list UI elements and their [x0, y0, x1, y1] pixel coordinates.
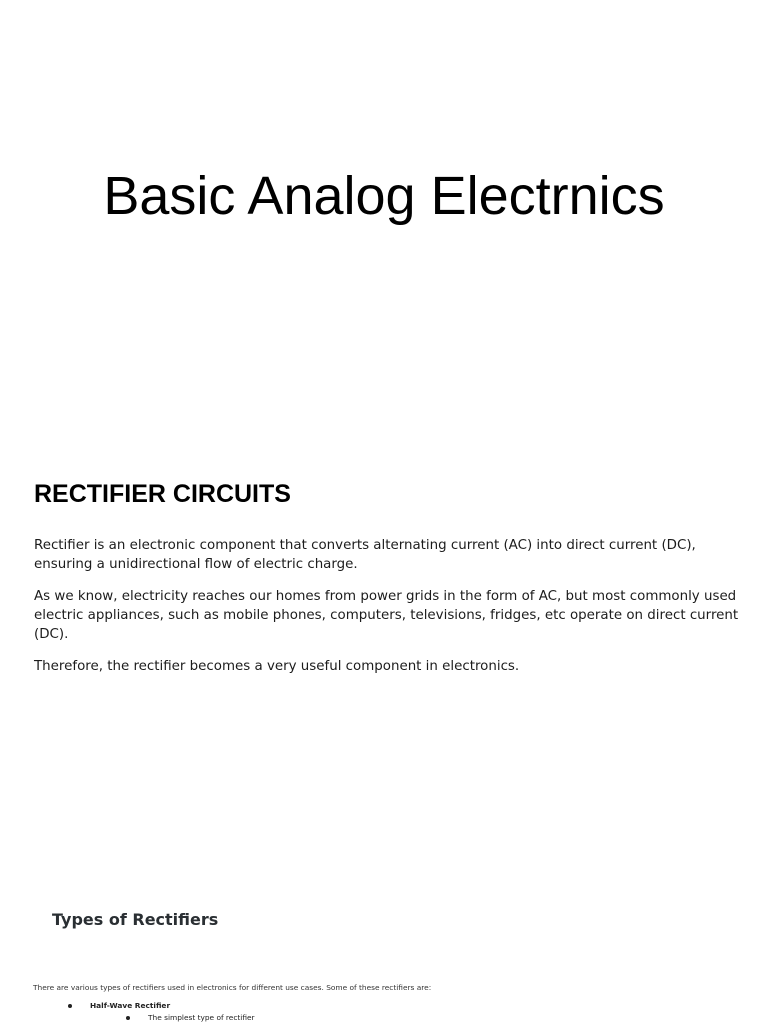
paragraph-rectifier-usefulness: Therefore, the rectifier becomes a very useful component in electronics.: [34, 659, 520, 674]
list-item-half-wave: [68, 1000, 255, 1024]
rectifier-section-body: [34, 536, 744, 689]
section-heading-rectifier-circuits: RECTIFIER CIRCUITS: [34, 480, 291, 508]
bullet-icon: [126, 1016, 130, 1020]
list-item-detail-text: The simplest type of rectifier: [148, 1013, 255, 1022]
list-item-title: Half-Wave Rectifier: [90, 1001, 171, 1010]
half-wave-details-list: [126, 1012, 255, 1024]
types-intro-text: There are various types of rectifiers used in electronics for different use cases. Some of these rectifiers are:: [33, 983, 432, 992]
paragraph-rectifier-definition: Rectifier is an electronic component that converts alternating current (AC) into direct current (DC), ensuring a unidirectional flow of electric charge.: [34, 538, 696, 572]
rectifier-types-list: [68, 1000, 255, 1024]
subheading-types-of-rectifiers: Types of Rectifiers: [52, 910, 219, 929]
bullet-icon: [68, 1004, 72, 1008]
document-title: Basic Analog Electrnics: [103, 166, 665, 226]
paragraph-ac-dc-usage: As we know, electricity reaches our homes from power grids in the form of AC, but most commonly used electric appliances, such as mobile phones, computers, televisions, fridges, etc operate on direct current (DC).: [34, 589, 739, 642]
list-item-detail: [126, 1012, 255, 1024]
